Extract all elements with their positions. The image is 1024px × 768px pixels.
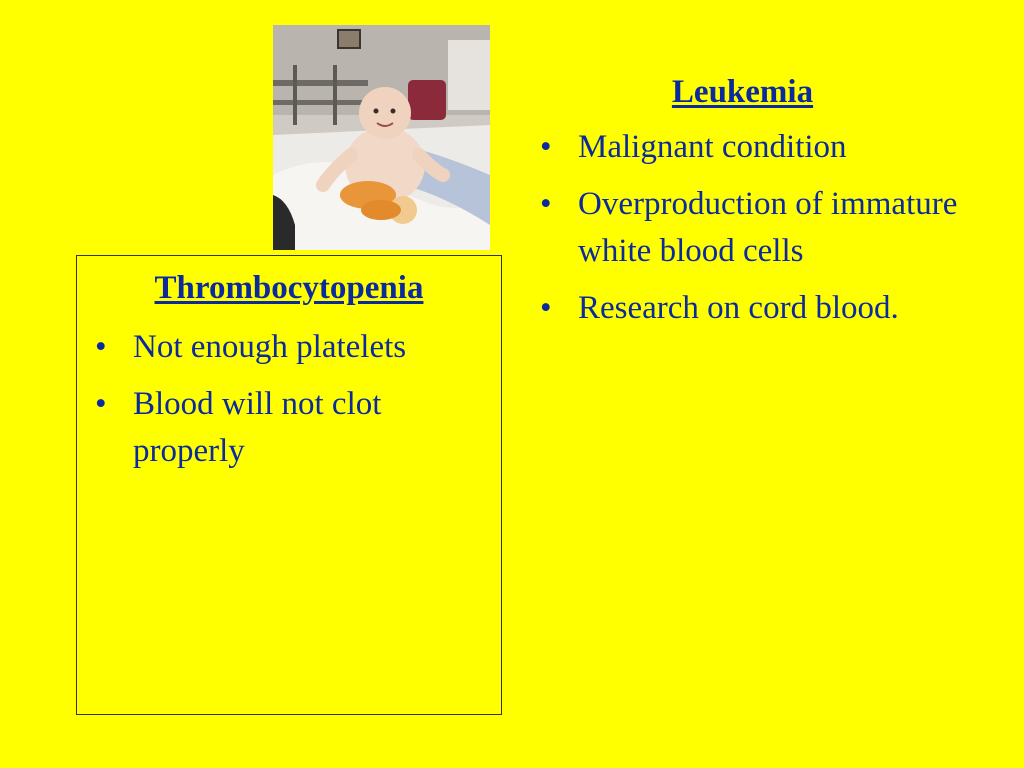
- thrombocytopenia-panel: [76, 255, 502, 715]
- leukemia-panel: [530, 72, 960, 342]
- leukemia-heading: Leukemia: [671, 74, 814, 110]
- list-item: [85, 381, 485, 475]
- photo-image: [273, 25, 490, 250]
- bullet-text: Research on cord blood.: [578, 290, 899, 326]
- thrombocytopenia-heading: Thrombocytopenia: [154, 270, 424, 306]
- bullet-text: Blood will not clot properly: [133, 386, 382, 469]
- bullet-icon: •: [540, 290, 552, 326]
- bullet-text: Malignant condition: [578, 129, 847, 165]
- bullet-text: Overproduction of immature white blood cells: [578, 186, 958, 269]
- bullet-icon: •: [540, 186, 552, 222]
- bullet-text: Not enough platelets: [133, 329, 407, 365]
- leukemia-list: [530, 124, 960, 332]
- thrombocytopenia-list: [85, 324, 485, 485]
- list-item: [530, 124, 960, 171]
- bullet-icon: •: [540, 129, 552, 165]
- list-item: [530, 285, 960, 332]
- list-item: [530, 181, 960, 275]
- child-hospital-photo: [273, 25, 490, 250]
- bullet-icon: •: [95, 386, 107, 422]
- bullet-icon: •: [95, 329, 107, 365]
- list-item: [85, 324, 485, 371]
